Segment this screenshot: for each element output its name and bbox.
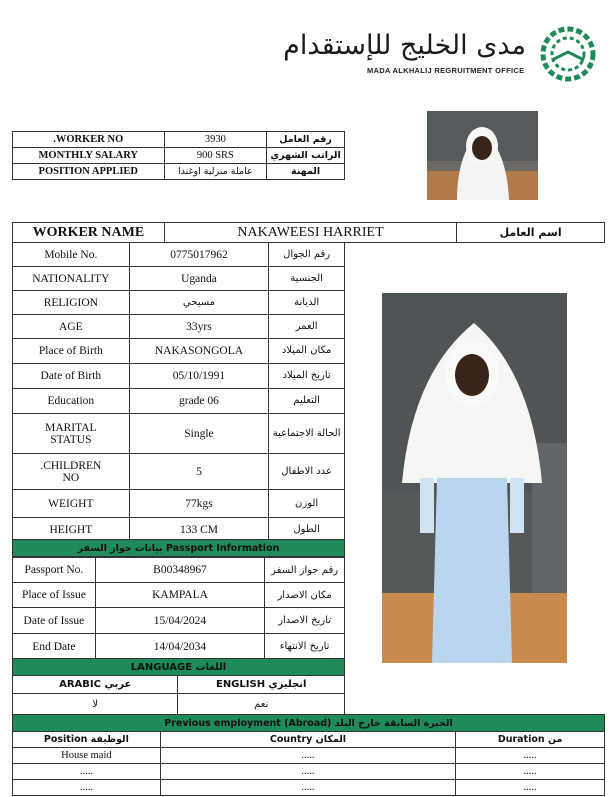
summary-label-ar: المهنة: [267, 164, 345, 180]
passport-section-title: بيانات جواز السفر Passport Information: [13, 540, 345, 557]
summary-value: عاملة منزلية اوغندا: [164, 164, 267, 180]
experience-row: [13, 780, 605, 796]
worker-name-value: NAKAWEESI HARRIET: [164, 223, 456, 243]
passport-label-ar: تاريخ الاصدار: [265, 608, 345, 634]
passport-value: KAMPALA: [95, 583, 264, 608]
experience-country: .....: [160, 780, 455, 796]
detail-value: 05/10/1991: [129, 364, 269, 389]
detail-label-ar: الديانة: [269, 291, 345, 315]
detail-label-en: Date of Birth: [13, 364, 130, 389]
detail-value: 33yrs: [129, 315, 269, 339]
experience-duration: .....: [456, 748, 605, 764]
passport-label-ar: تاريخ الانتهاء: [265, 634, 345, 660]
passport-label-en: Place of Issue: [13, 583, 96, 608]
detail-label-en: WEIGHT: [13, 490, 130, 518]
logo-arabic-name: مدى الخليج للإستقدام: [283, 30, 526, 61]
passport-label-en: Date of Issue: [13, 608, 96, 634]
experience-table: [12, 714, 605, 796]
worker-name-label-ar: اسم العامل: [457, 223, 605, 243]
worker-name-label-en: WORKER NAME: [13, 223, 165, 243]
detail-label-ar: عدد الاطفال: [269, 454, 345, 490]
detail-label-en: Mobile No.: [13, 243, 130, 267]
detail-row: [13, 315, 345, 339]
detail-label-ar: رقم الجوال: [269, 243, 345, 267]
detail-label-en: Education: [13, 389, 130, 414]
detail-label-en: NATIONALITY: [13, 267, 130, 291]
detail-label-en: RELIGION: [13, 291, 130, 315]
detail-value: 133 CM: [129, 518, 269, 543]
language-arabic-value: لا: [13, 694, 178, 715]
detail-row: [13, 364, 345, 389]
detail-label-ar: الحالة الاجتماعية: [269, 414, 345, 454]
passport-table: [12, 557, 345, 660]
passport-label-ar: رقم جواز السفر: [265, 558, 345, 583]
summary-label-en: POSITION APPLIED: [13, 164, 165, 180]
detail-label-ar: الطول: [269, 518, 345, 543]
passport-label-en: End Date: [13, 634, 96, 660]
experience-position: .....: [13, 780, 161, 796]
passport-row: [13, 558, 345, 583]
detail-row: [13, 389, 345, 414]
detail-label-en: [13, 454, 130, 490]
detail-value: مسيحي: [129, 291, 269, 315]
passport-row: [13, 634, 345, 660]
detail-label-en-line1: MARITAL: [45, 421, 97, 434]
summary-value: 900 SRS: [164, 148, 267, 164]
language-english-label: ENGLISH انجليزي: [178, 676, 345, 694]
detail-row: [13, 291, 345, 315]
summary-label-en: .WORKER NO: [13, 132, 165, 148]
summary-row-worker-no: [13, 132, 345, 148]
detail-value: 5: [129, 454, 269, 490]
language-english-value: نعم: [178, 694, 345, 715]
passport-value: 14/04/2034: [95, 634, 264, 660]
experience-col-duration: Duration من: [456, 732, 605, 748]
experience-row: [13, 764, 605, 780]
detail-label-en: AGE: [13, 315, 130, 339]
detail-label-en-line2: NO: [62, 471, 80, 484]
passport-row: [13, 583, 345, 608]
summary-row-position: [13, 164, 345, 180]
detail-value: Uganda: [129, 267, 269, 291]
detail-row: [13, 339, 345, 364]
detail-row: [13, 414, 345, 454]
experience-position: .....: [13, 764, 161, 780]
detail-label-en: [13, 414, 130, 454]
detail-row: [13, 490, 345, 518]
experience-col-country: Country المكان: [160, 732, 455, 748]
detail-value: Single: [129, 414, 269, 454]
language-arabic-label: ARABIC عربي: [13, 676, 178, 694]
passport-label-ar: مكان الاصدار: [265, 583, 345, 608]
detail-row: [13, 454, 345, 490]
passport-value: B00348967: [95, 558, 264, 583]
experience-col-position: Position الوظيفة: [13, 732, 161, 748]
language-table: [12, 658, 345, 715]
summary-row-salary: [13, 148, 345, 164]
detail-label-en-line2: STATUS: [50, 433, 92, 446]
detail-row: [13, 243, 345, 267]
detail-label-ar: التعليم: [269, 389, 345, 414]
experience-row: [13, 748, 605, 764]
summary-label-en: MONTHLY SALARY: [13, 148, 165, 164]
summary-value: 3930: [164, 132, 267, 148]
experience-duration: .....: [456, 764, 605, 780]
personal-details-table: [12, 242, 345, 543]
experience-position: House maid: [13, 748, 161, 764]
detail-label-ar: الوزن: [269, 490, 345, 518]
passport-value: 15/04/2024: [95, 608, 264, 634]
detail-label-en-line1: .CHILDREN: [40, 459, 102, 472]
detail-label-en: HEIGHT: [13, 518, 130, 543]
passport-section-header: [12, 539, 345, 557]
worker-photo-full: [382, 293, 567, 663]
summary-table: [12, 131, 345, 180]
passport-row: [13, 608, 345, 634]
detail-label-ar: مكان الميلاد: [269, 339, 345, 364]
worker-name-table: [12, 222, 605, 243]
logo-english-name: MADA ALKHALIJ REGRUITMENT OFFICE: [367, 66, 525, 75]
detail-label-ar: العمر: [269, 315, 345, 339]
detail-value: grade 06: [129, 389, 269, 414]
detail-label-ar: الجنسية: [269, 267, 345, 291]
worker-photo-small: [427, 111, 538, 200]
detail-row: [13, 267, 345, 291]
summary-label-ar: الراتب الشهري: [267, 148, 345, 164]
detail-label-ar: تاريخ الميلاد: [269, 364, 345, 389]
experience-duration: .....: [456, 780, 605, 796]
detail-value: NAKASONGOLA: [129, 339, 269, 364]
passport-label-en: Passport No.: [13, 558, 96, 583]
experience-country: .....: [160, 748, 455, 764]
experience-section-title: Previous employment (Abroad) الخبرة السابقة خارج البلد: [13, 715, 605, 732]
detail-label-en: Place of Birth: [13, 339, 130, 364]
summary-label-ar: رقم العامل: [267, 132, 345, 148]
company-logo-icon: [538, 26, 598, 82]
detail-value: 77kgs: [129, 490, 269, 518]
language-section-title: LANGUAGE اللغات: [13, 659, 345, 676]
experience-country: .....: [160, 764, 455, 780]
detail-value: 0775017962: [129, 243, 269, 267]
